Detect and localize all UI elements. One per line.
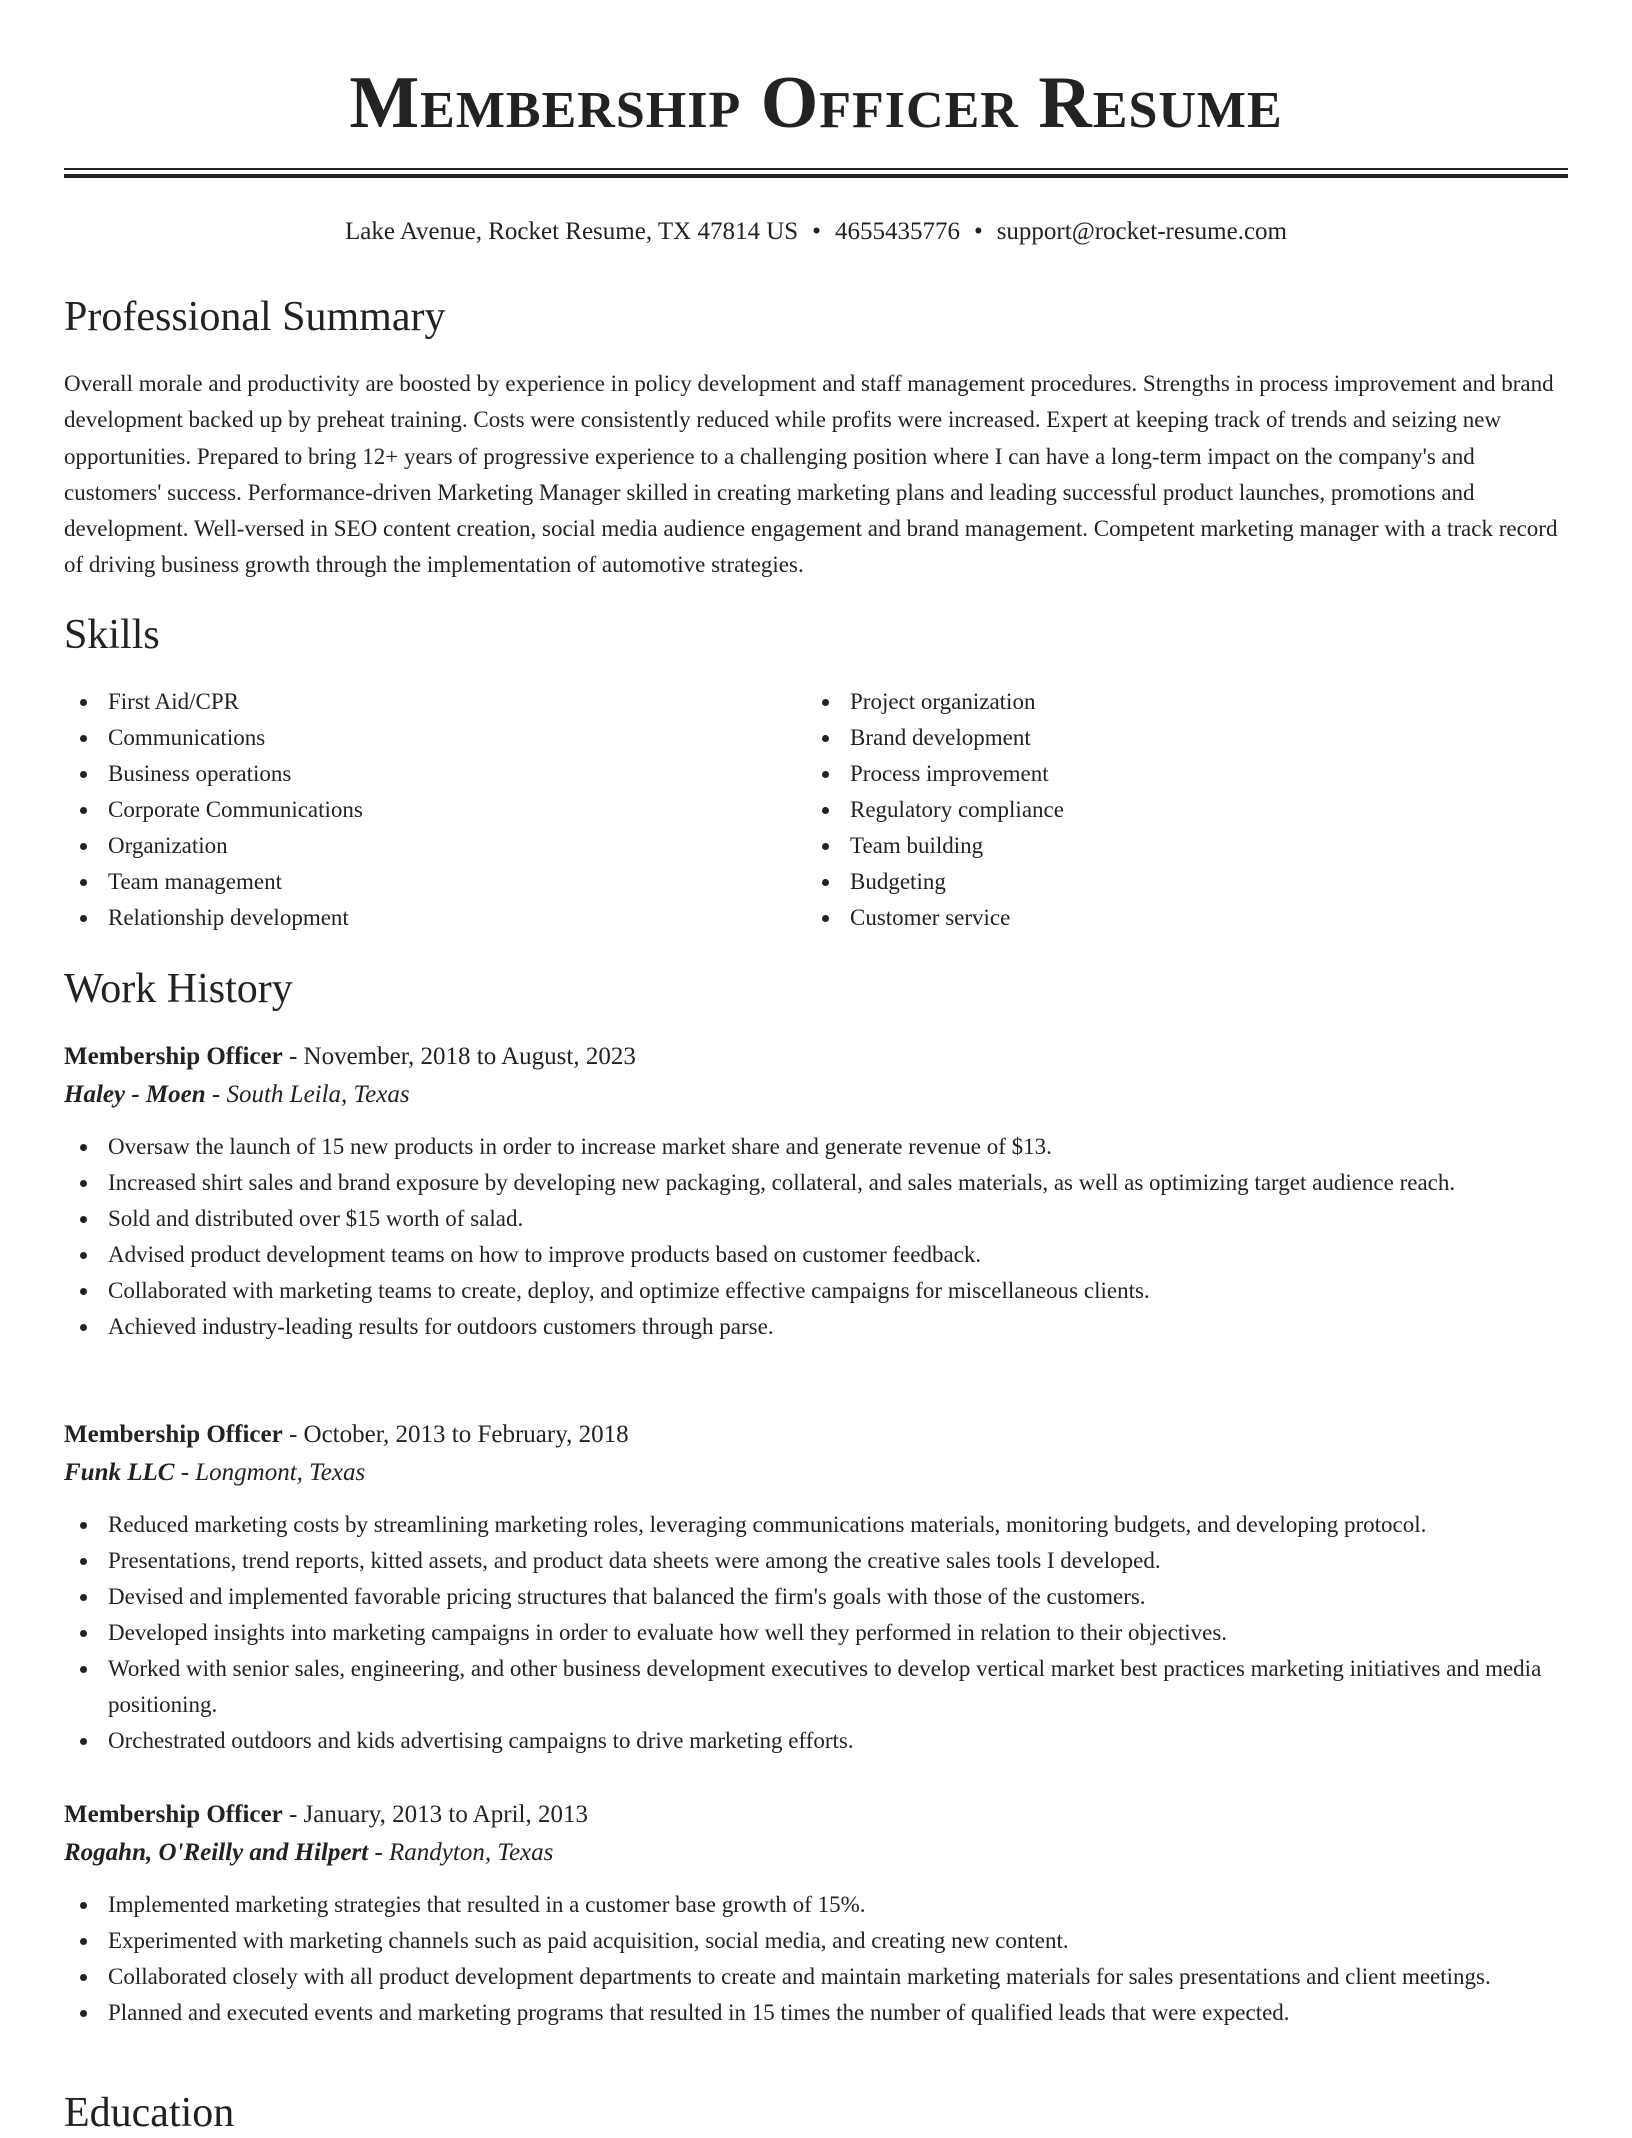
skill-item: Team management: [64, 864, 764, 900]
job-title-line: [64, 1417, 1568, 1455]
skill-item: Regulatory compliance: [806, 792, 1506, 828]
skill-item: Business operations: [64, 756, 764, 792]
job-duty: Devised and implemented favorable pricing structures that balanced the firm's goals with those of the customers.: [64, 1579, 1568, 1615]
skill-item: Relationship development: [64, 900, 764, 936]
resume-title: Membership Officer Resume: [349, 62, 1283, 144]
skill-item: Customer service: [806, 900, 1506, 936]
skill-item: Organization: [64, 828, 764, 864]
job-company: Haley - Moen: [64, 1081, 206, 1108]
job-company-line: [64, 1455, 1568, 1497]
job-role: Membership Officer: [64, 1043, 283, 1070]
job-company-line: [64, 1077, 1568, 1119]
skill-item: First Aid/CPR: [64, 684, 764, 720]
job-duty: Advised product development teams on how to improve products based on customer feedback.: [64, 1237, 1568, 1273]
job-company-line: [64, 1835, 1568, 1877]
job-duty: Reduced marketing costs by streamlining marketing roles, leveraging communications materials, monitoring budgets, and developing protocol.: [64, 1507, 1568, 1543]
job-dates: - October, 2013 to February, 2018: [282, 1421, 629, 1448]
job-location: - South Leila, Texas: [205, 1081, 410, 1108]
contact-phone: 4655435776: [834, 218, 960, 245]
job-duty: Experimented with marketing channels such as paid acquisition, social media, and creating new content.: [64, 1923, 1568, 1959]
contact-separator: •: [812, 218, 821, 245]
job-duty: Achieved industry-leading results for outdoors customers through parse.: [64, 1309, 1568, 1345]
job-duty: Orchestrated outdoors and kids advertising campaigns to drive marketing efforts.: [64, 1723, 1568, 1759]
skill-item: Corporate Communications: [64, 792, 764, 828]
job-company: Rogahn, O'Reilly and Hilpert: [64, 1839, 369, 1866]
job-duty: Presentations, trend reports, kitted assets, and product data sheets were among the creative sales tools I developed.: [64, 1543, 1568, 1579]
job-dates: - January, 2013 to April, 2013: [282, 1801, 588, 1828]
contact-email: support@rocket-resume.com: [996, 218, 1287, 245]
job-entry: [64, 1417, 1568, 1759]
work-history-heading: Work History: [64, 966, 293, 1012]
job-duty: Collaborated closely with all product development departments to create and maintain marketing materials for sales presentations and client meetings.: [64, 1959, 1568, 1995]
title-divider: [64, 168, 1568, 178]
skills-right-column: [806, 684, 1506, 936]
skills-heading: Skills: [64, 612, 160, 658]
job-title-line: [64, 1039, 1568, 1077]
job-company: Funk LLC: [64, 1459, 175, 1486]
job-location: - Randyton, Texas: [368, 1839, 554, 1866]
skills-left-column: [64, 684, 764, 936]
summary-heading: Professional Summary: [64, 294, 446, 340]
job-duties-list: [64, 1129, 1568, 1345]
job-duty: Developed insights into marketing campaigns in order to evaluate how well they performed in relation to their objectives.: [64, 1615, 1568, 1651]
job-duties-list: [64, 1887, 1568, 2031]
contact-separator: •: [973, 218, 983, 245]
job-role: Membership Officer: [64, 1801, 283, 1828]
skill-item: Brand development: [806, 720, 1506, 756]
skill-item: Process improvement: [806, 756, 1506, 792]
job-role: Membership Officer: [64, 1421, 283, 1448]
job-duty: Planned and executed events and marketing programs that resulted in 15 times the number of qualified leads that were expected.: [64, 1995, 1568, 2031]
job-duties-list: [64, 1507, 1568, 1759]
job-duty: Oversaw the launch of 15 new products in order to increase market share and generate revenue of $13.: [64, 1129, 1568, 1165]
contact-address: Lake Avenue, Rocket Resume, TX 47814 US: [345, 218, 799, 245]
summary-text: Overall morale and productivity are boosted by experience in policy development and staff management procedures. Strengths in process improvement and brand development backed up by preheat training. Costs were consistently reduced while profits were increased. Expert at keeping track of trends and seizing new opportunities. Prepared to bring 12+ years of progressive experience to a challenging position where I can have a long-term impact on the company's and customers' success. Performance-driven Marketing Manager skilled in creating marketing plans and leading successful product launches, promotions and development. Well-versed in SEO content creation, social media audience engagement and brand management. Competent marketing manager with a track record of driving business growth through the implementation of automotive strategies.: [64, 371, 1558, 578]
education-heading: Education: [64, 2090, 235, 2136]
skill-item: Communications: [64, 720, 764, 756]
job-duty: Sold and distributed over $15 worth of salad.: [64, 1201, 1568, 1237]
contact-line: [64, 214, 1568, 250]
job-duty: Implemented marketing strategies that resulted in a customer base growth of 15%.: [64, 1887, 1568, 1923]
job-duty: Increased shirt sales and brand exposure by developing new packaging, collateral, and sales materials, as well as optimizing target audience reach.: [64, 1165, 1568, 1201]
skills-list-right: [806, 684, 1506, 936]
job-title-line: [64, 1797, 1568, 1835]
job-entry: [64, 1797, 1568, 2031]
job-duty: Collaborated with marketing teams to create, deploy, and optimize effective campaigns for miscellaneous clients.: [64, 1273, 1568, 1309]
skill-item: Project organization: [806, 684, 1506, 720]
job-entry: [64, 1039, 1568, 1345]
job-location: - Longmont, Texas: [174, 1459, 366, 1486]
skills-list-left: [64, 684, 764, 936]
job-duty: Worked with senior sales, engineering, and other business development executives to develop vertical market best practices marketing initiatives and media positioning.: [64, 1651, 1568, 1723]
job-dates: - November, 2018 to August, 2023: [282, 1043, 636, 1070]
skill-item: Budgeting: [806, 864, 1506, 900]
skill-item: Team building: [806, 828, 1506, 864]
